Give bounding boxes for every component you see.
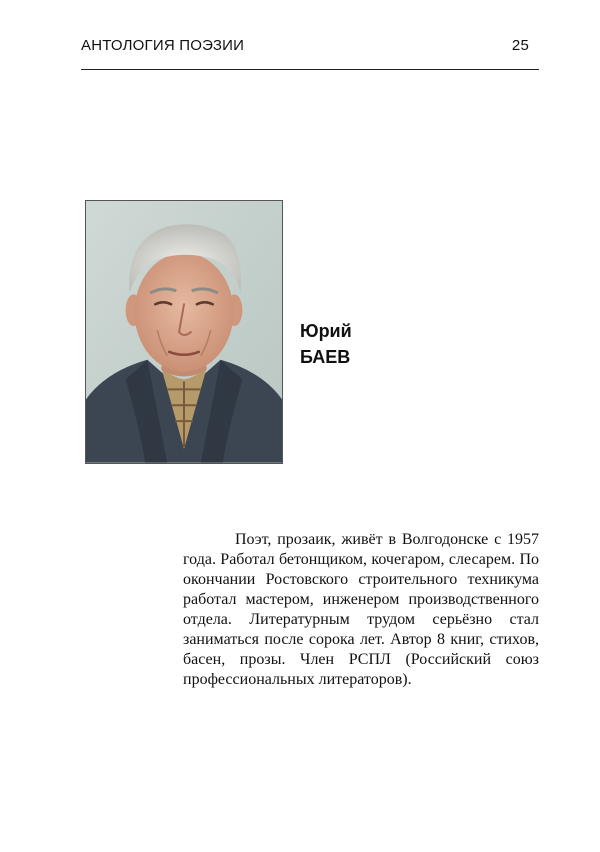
author-biography: Поэт, прозаик, живёт в Волгодонске с 1957 года. Работал бетонщиком, кочегаром, слесарем. По окончании Ростовского строительного техникума работал мастером, инженером производственного отдела. Литературным трудом серьёзно стал заниматься после сорока лет. Автор 8 книг, стихов, басен, прозы. Член РСПЛ (Российский союз профессиональных литераторов). bbox=[183, 531, 539, 688]
running-header bbox=[81, 37, 539, 57]
page-number: 25 bbox=[511, 37, 529, 54]
author-portrait bbox=[85, 200, 283, 464]
author-first-name: Юрий bbox=[300, 321, 352, 341]
book-title: АНТОЛОГИЯ ПОЭЗИИ bbox=[81, 37, 245, 54]
portrait-illustration bbox=[86, 201, 282, 463]
author-name bbox=[300, 318, 352, 370]
header-divider bbox=[81, 69, 539, 70]
author-last-name: БАЕВ bbox=[300, 347, 351, 367]
